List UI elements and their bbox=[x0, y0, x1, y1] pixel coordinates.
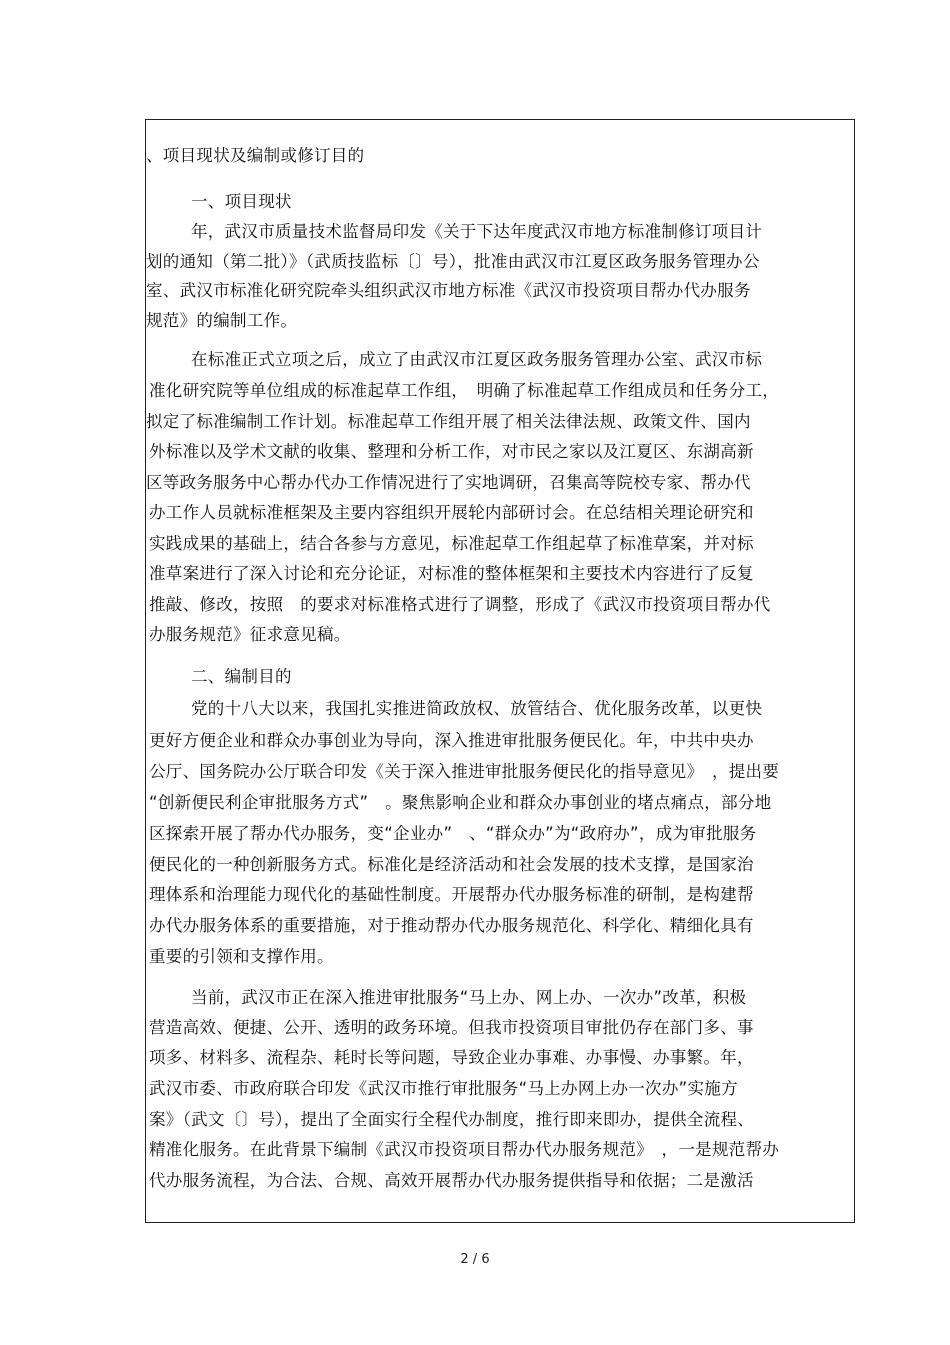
content-frame bbox=[145, 119, 855, 1223]
body-text-line: 代办服务流程，为合法、合规、高效开展帮办代办服务提供指导和依据；二是激活 bbox=[149, 1171, 754, 1190]
body-text-line: 准草案进行了深入讨论和充分论证，对标准的整体框架和主要技术内容进行了反复 bbox=[149, 564, 754, 583]
body-text-line: 武汉市委、市政府联合印发《武汉市推行审批服务“马上办网上办一次办”实施方 bbox=[149, 1079, 738, 1098]
body-text-line: 党的十八大以来，我国扎实推进简政放权、放管结合、优化服务改革，以更快 bbox=[191, 699, 763, 718]
subsection-heading: 二、编制目的 bbox=[191, 667, 292, 686]
body-text-line: 拟定了标准编制工作计划。标准起草工作组开展了相关法律法规、政策文件、国内 bbox=[146, 412, 751, 431]
body-text-line: 理体系和治理能力现代化的基础性制度。开展帮办代办服务标准的研制，是构建帮 bbox=[149, 885, 754, 904]
body-text-line: 准化研究院等单位组成的标准起草工作组， 明确了标准起草工作组成员和任务分工， bbox=[149, 381, 780, 400]
body-text-line: 公厅、国务院办公厅联合印发《关于深入推进审批服务便民化的指导意见》 ，提出要 bbox=[149, 762, 780, 781]
body-text-line: 办代办服务体系的重要措施，对于推动帮办代办服务规范化、科学化、精细化具有 bbox=[149, 916, 754, 935]
body-text-line: 当前，武汉市正在深入推进审批服务“马上办、网上办、一次办”改革，积极 bbox=[191, 988, 747, 1007]
body-text-line: 区等政务服务中心帮办代办工作情况进行了实地调研，召集高等院校专家、帮办代 bbox=[146, 473, 751, 492]
body-text-line: 年，武汉市质量技术监督局印发《关于下达年度武汉市地方标准制修订项目计 bbox=[191, 222, 763, 241]
body-text-line: 实践成果的基础上，结合各参与方意见，标准起草工作组起草了标准草案，并对标 bbox=[149, 534, 754, 553]
subsection-heading: 一、项目现状 bbox=[191, 192, 292, 211]
body-text-line: 区探索开展了帮办代办服务，变“企业办” 、“群众办”为“政府办”，成为审批服务 bbox=[149, 824, 757, 843]
body-text-line: 项多、材料多、流程杂、耗时长等问题，导致企业办事难、办事慢、办事繁。年， bbox=[149, 1048, 754, 1067]
page-number: 2 / 6 bbox=[460, 1252, 490, 1267]
body-text-line: 办服务规范》征求意见稿。 bbox=[149, 625, 351, 644]
body-text-line: 精准化服务。在此背景下编制《武汉市投资项目帮办代办服务规范》 ，一是规范帮办 bbox=[149, 1140, 780, 1159]
body-text-line: 推敲、修改，按照 的要求对标准格式进行了调整，形成了《武汉市投资项目帮办代 bbox=[149, 595, 771, 614]
body-text-line: 更好方便企业和群众办事创业为导向，深入推进审批服务便民化。年，中共中央办 bbox=[149, 731, 754, 750]
body-text-line: 室、武汉市标准化研究院牵头组织武汉市地方标准《武汉市投资项目帮办代办服务 bbox=[146, 281, 751, 300]
body-text-line: 重要的引领和支撑作用。 bbox=[149, 947, 334, 966]
body-text-line: 外标准以及学术文献的收集、整理和分析工作，对市民之家以及江夏区、东湖高新 bbox=[149, 442, 754, 461]
body-text-line: 便民化的一种创新服务方式。标准化是经济活动和社会发展的技术支撑，是国家治 bbox=[149, 855, 754, 874]
body-text-line: 在标准正式立项之后，成立了由武汉市江夏区政务服务管理办公室、武汉市标 bbox=[191, 350, 763, 369]
section-heading: 、项目现状及编制或修订目的 bbox=[146, 146, 365, 165]
body-text-line: 划的通知（第二批）》（武质技监标〔〕号），批准由武汉市江夏区政务服务管理办公 bbox=[146, 252, 760, 271]
body-text-line: “创新便民利企审批服务方式” 。聚焦影响企业和群众办事创业的堵点痛点，部分地 bbox=[149, 793, 772, 812]
body-text-line: 营造高效、便捷、公开、透明的政务环境。但我市投资项目审批仍存在部门多、事 bbox=[149, 1018, 754, 1037]
body-text-line: 规范》的编制工作。 bbox=[146, 311, 298, 330]
body-text-line: 办工作人员就标准框架及主要内容组织开展轮内部研讨会。在总结相关理论研究和 bbox=[149, 503, 754, 522]
body-text-line: 案》（武文〔〕号），提出了全面实行全程代办制度，推行即来即办，提供全流程、 bbox=[149, 1110, 755, 1129]
